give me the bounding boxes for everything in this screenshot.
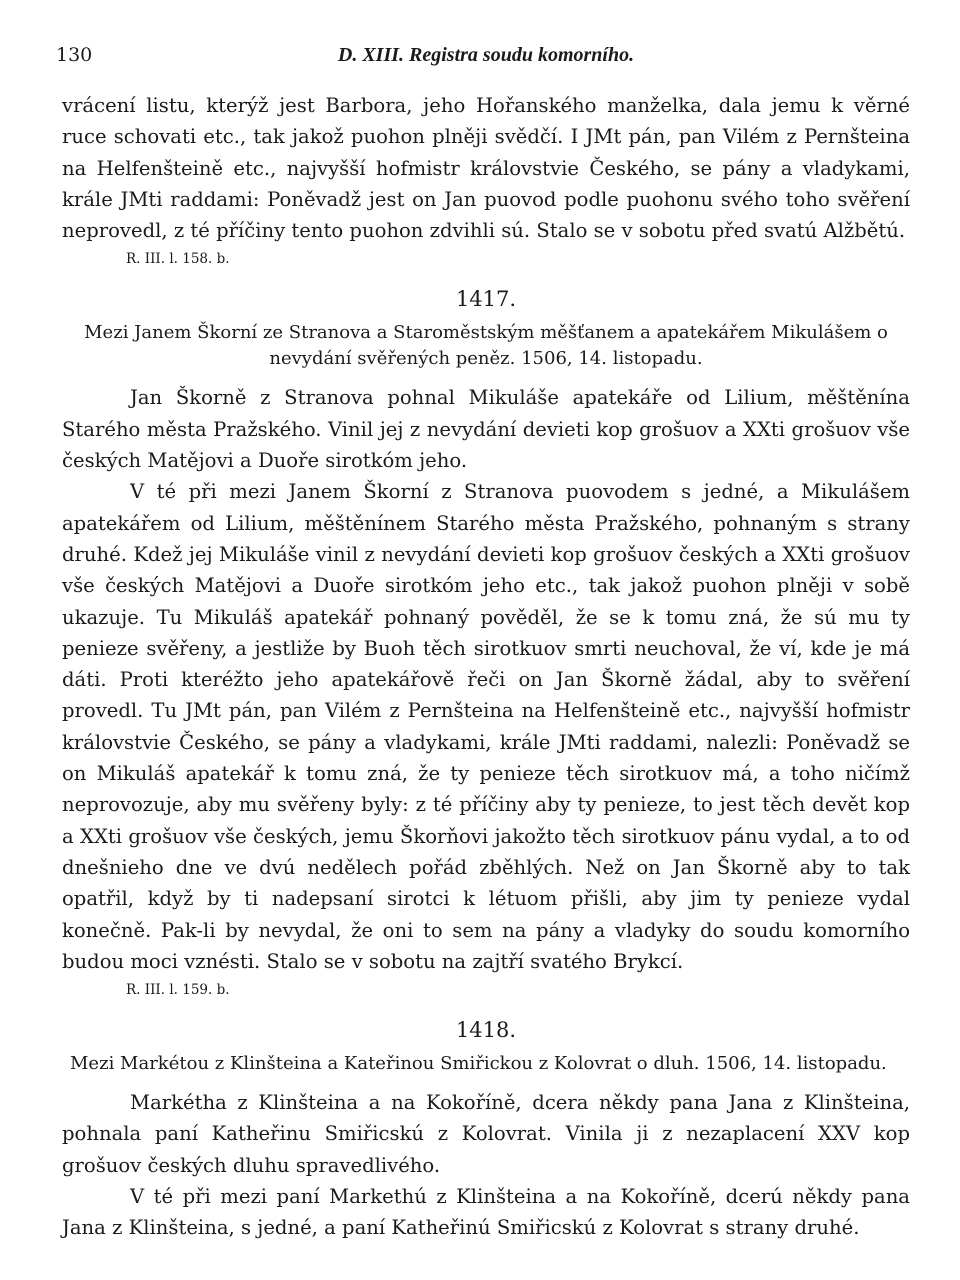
page-header (56, 40, 910, 74)
page-number: 130 (56, 44, 93, 66)
entry-paragraph: Jan Škorně z Stranova pohnal Mikuláše apatekáře od Lilium, měštěnína Starého města Pražského. Vinil jej z nevydání devieti kop grošuov a XXti grošuov vše českých Matějovi a Duoře sirotkóm jeho. (62, 386, 910, 473)
archive-reference: R. III. l. 158. b. (126, 251, 230, 268)
entry-number: 1417. (455, 287, 517, 312)
entry-summary: Mezi Markétou z Klinšteina a Kateřinou Smiřickou z Kolovrat o dluh. 1506, 14. listopadu. (70, 1053, 887, 1075)
entry-paragraph: Markétha z Klinšteina a na Kokoříně, dcera někdy pana Jana z Klinšteina, pohnala paní Katheřinu Smiřicskú z Kolovrat. Vinila ji z nezaplacení XXV kop grošuov českých dluhu spravedlivého. (62, 1091, 910, 1177)
entry-summary: Mezi Janem Škorní ze Stranova a Staroměstským měšťanem a apatekářem Mikulášem o nevydání svěřených peněz. 1506, 14. listopadu. (84, 322, 888, 370)
entry-paragraph: V té při mezi paní Markethú z Klinšteina a na Kokoříně, dcerú někdy pana Jana z Klinšteina, s jedné, a paní Katheřinú Smiřicskú z Kolovrat s strany druhé. (62, 1185, 910, 1240)
archive-reference: R. III. l. 159. b. (126, 982, 230, 999)
entry-paragraph: V té při mezi Janem Škorní z Stranova puovodem s jedné, a Mikulášem apatekářem od Lilium, měštěnínem Starého města Pražského, pohnaným s strany druhé. Kdež jej Mikuláše vinil z nevydání devieti kop grošuov českých a XXti grošuov vše českých Matějovi a Duoře sirotkóm jeho etc., tak jakož puohon plněji v sobě ukazuje. Tu Mikuláš apatekář pohnaný pověděl, že se k tomu zná, že sú mu ty penieze svěřeny, a jestliže by Buoh těch sirotkuov smrti neuchoval, že ví, kde je má dáti. Proti kteréžto jeho apatekářově řeči on Jan Škorně žádal, aby to svěření provedl. Tu JMt pán, pan Vilém z Pernšteina na Helfenšteině etc., najvyšší hofmistr královstvie Českého, se pány a vladykami, krále JMti raddami, nalezli: Poněvadž se on Mikuláš apatekář k tomu zná, že ty penieze těch sirotkuov má, a toho ničímž neprovozuje, aby mu svěřeny byly: z té příčiny aby ty penieze, to jest těch devět kop a XXti grošuov vše českých, jemu Škorňovi jakožto těch sirotkuov pánu vydal, a to od dnešnieho dne ve dvú nedělech pořád zběhlých. Než on Jan Škorně aby to tak opatřil, když by ti nadepsaní sirotci k létuom přišli, aby jim ty penieze vydal konečně. Pak-li by nevydal, že oni to sem na pány a vladyky do soudu komorního budou moci vznésti. Stalo se v sobotu na zajtří svatého Brykcí. (62, 480, 910, 973)
entry-number: 1418. (455, 1018, 517, 1043)
running-title: D. XIII. Registra soudu komorního. (337, 44, 635, 66)
continuation-paragraph: vrácení listu, kterýž jest Barbora, jeho Hořanského manželka, dala jemu k věrné ruce schovati etc., tak jakož puohon plněji svědčí. I JMt pán, pan Vilém z Pernšteina na Helfenšteině etc., najvyšší hofmistr královstvie Českého, se pány a vladykami, krále JMti raddami: Poněvadž jest on Jan puovod podle puohonu svého toho svěření neprovedl, z té příčiny tento puohon zdvihli sú. Stalo se v sobotu před svatú Alžbětú. (62, 94, 910, 243)
